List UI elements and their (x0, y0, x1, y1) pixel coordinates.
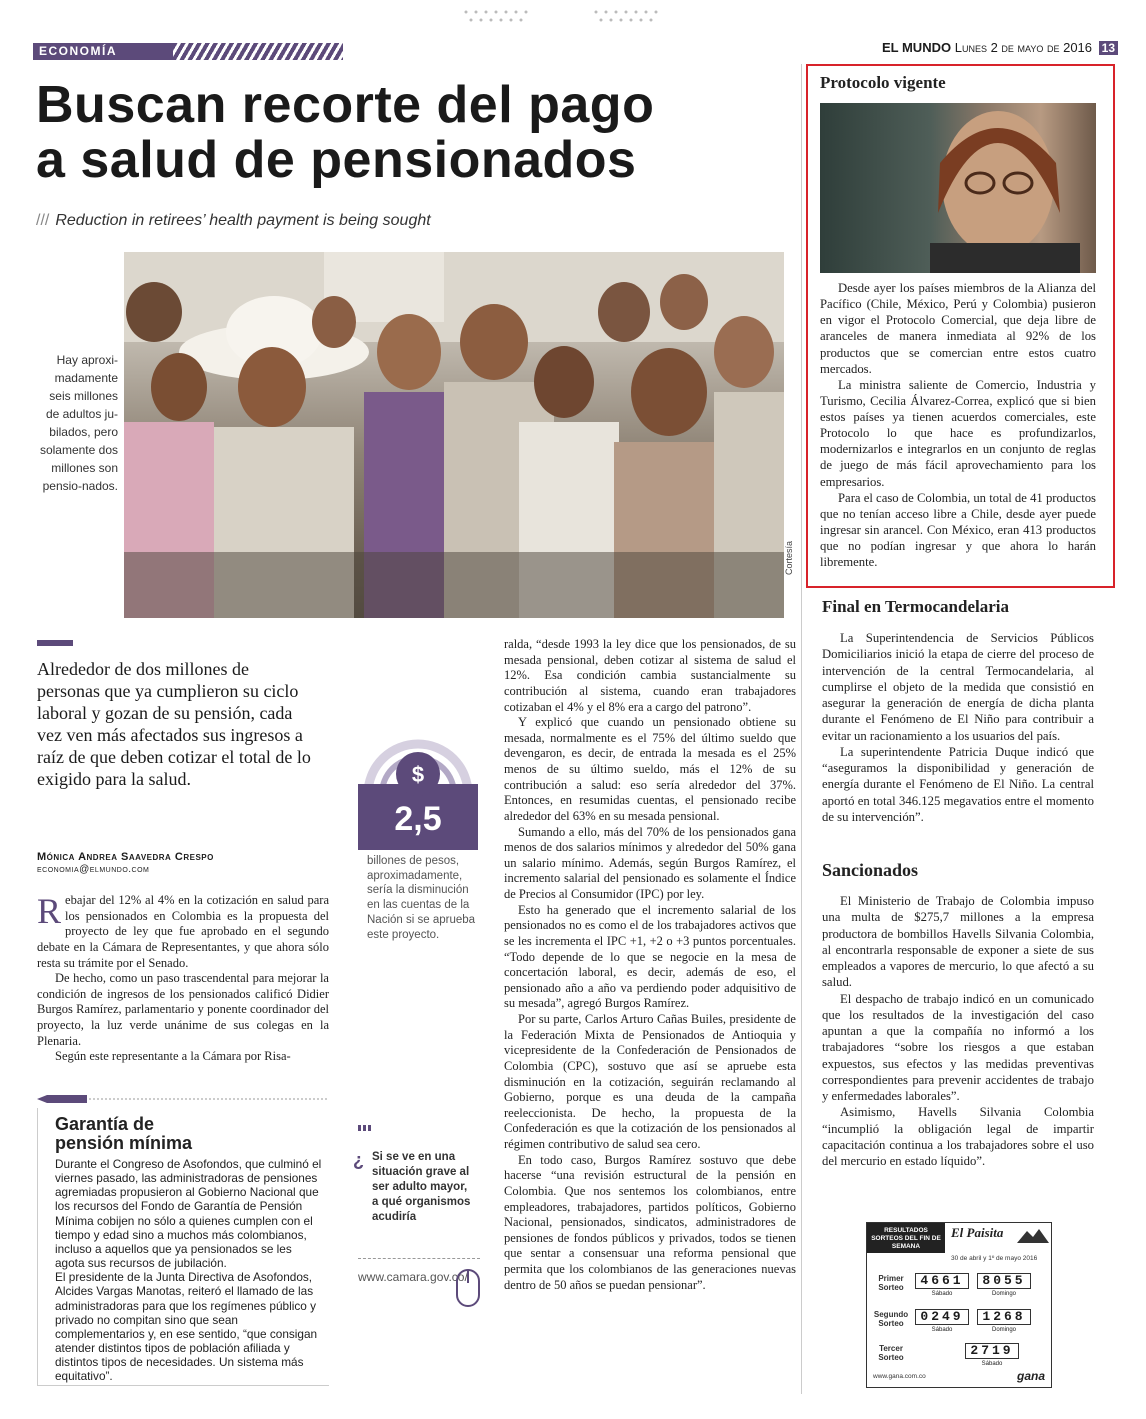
paragraph: Durante el Congreso de Asofondos, que culminó el viernes pasado, las administradoras de pensiones agremiadas propusieron al Gobierno Nacional que los recursos del Fondo de Garantía de Pensión Mínima cobijen no sólo a quienes cumplen con el tiempo y edad sino a muchos más colombianos, incluso a aquellos que ya pensionados se les agota sus recursos de jubilación. (55, 1157, 322, 1271)
pencil-divider (37, 1094, 329, 1104)
garantia-title: Garantía de pensión mínima (55, 1114, 193, 1153)
lead-paragraph: Alrededor de dos millones de personas que ya cumplieron su ciclo laboral y gozan de su pensión, cada vez ven más afectados sus ingresos a raíz de que deben cotizar el total de lo exigido para la salud. (37, 659, 311, 789)
photo-caption: Hay aproxi-madamente seis millones de adultos ju-bilados, pero solamente dos millones son pensio-nados. (39, 353, 118, 493)
paragraph: Por su parte, Carlos Arturo Cañas Builes, presidente de la Federación Mixta de Pensionados de Antioquia y vicepresidente de la Confederación de Pensionados de Colombia (CPC), sostuvo que así se apruebe esta disminución en la cotización, seguirán reclamando al Gobierno, porque es una deuda de la campaña reeleccionista. De hecho, la propuesta de la Confederación es que la cotización de los pensionados al régimen contributivo de salud sea cero. (504, 1012, 796, 1151)
draw-day: Domingo (991, 1291, 1016, 1297)
subhead-marks: /// (36, 212, 50, 229)
paragraph: Sumando a ello, más del 70% de los pensionados gana menos de dos salarios mínimos y alrededor del 50% gana un salario mínimo. Además, según Burgos Ramírez, el incremento salarial del pensionado es solamente el Índice de Precios al Consumidor (IPC) por ley. (504, 824, 796, 901)
termocandelaria-body (822, 630, 1094, 825)
lottery-header: RESULTADOS SORTEOS DEL FIN DE SEMANA (867, 1223, 945, 1253)
paragraph: Para el caso de Colombia, un total de 41 productos que no tenían acceso libre a Chile, desde ayer puede ingresar sin arancel. Con México, eran 413 productos que no podían ingresar y que ahora lo harán libremente. (820, 490, 1096, 570)
headline-line-1: Buscan recorte del pago (36, 76, 655, 134)
draw-row (871, 1307, 1049, 1337)
draw-day: Sábado (981, 1361, 1003, 1367)
paragraph: La ministra saliente de Comercio, Industria y Turismo, Cecilia Álvarez-Correa, explicó que si bien estos países ya tienen acuerdos comerciales, este Protocolo lo que hace es profundizarlos, modernizarlos e integrarlos en un conjunto de reglas de juego de más fácil aprovechamiento para los empresarios. (820, 377, 1096, 489)
info-box-bars (358, 1125, 372, 1131)
paragraph: Desde ayer los países miembros de la Alianza del Pacífico (Chile, México, Perú y Colombia) pusieron en vigor el Protocolo Comercial, que deja libre de aranceles de manera inmediata al 92% de los productos que se comercian entre estos cuatro mercados. (820, 281, 1096, 376)
lottery-brand: El Paisita (951, 1225, 1004, 1240)
headline-line-2: a salud de pensionados (36, 130, 637, 189)
garantia-body (55, 1157, 323, 1384)
draw-row (871, 1341, 1049, 1371)
draw-number: 1268 (977, 1309, 1031, 1325)
question-mark: ¿ (353, 1150, 364, 1170)
draw-number: 8055 (977, 1273, 1031, 1289)
money-bag-icon: $ (411, 762, 425, 787)
main-photo (124, 252, 784, 618)
draw-label: Segundo Sorteo (873, 1310, 909, 1328)
sancionados-body (822, 893, 1094, 1169)
paragraph: El despacho de trabajo indicó en un comunicado que los resultados de la investigación del caso apuntan a que la compañía no informó a los trabajadores “sobre los riesgos a que estaban expuestos, sus efectos y las medidas preventivas correspondientes para prevenir accidentes de trabajo y enfermedades laborales”. (822, 991, 1094, 1103)
draw-day: Domingo (991, 1327, 1016, 1333)
gana-logo: gana (1016, 1369, 1045, 1383)
subhead-text: Reduction in retirees’ health payment is being sought (55, 212, 431, 229)
column-1 (37, 893, 329, 1065)
stat-value: 2,5 (394, 800, 442, 838)
headline (36, 78, 796, 187)
paragraph: En todo caso, Burgos Ramírez sostuvo que debe hacerse “una revisión estructural de la pensión en Colombia. Que nos sentemos los colombianos, entre empleadores, trabajadores, partidos políticos, Gobierno Nacional, pensionados, sindicatos, administradores de pensiones de fondos públicos y privados, todos se tienen que sentar a consensuar una reforma pensional que permita que los colombianos de las generaciones nuevas dentro de 50 años se puedan pensionar”. (504, 1152, 796, 1292)
draw-label: Primer Sorteo (878, 1274, 904, 1292)
mouse-icon (455, 1268, 481, 1310)
paragraph: Esto ha generado que el incremento salarial de los pensionados no es como el de los trabajadores activos que se les incrementa el IPC +1, +2 o +3 puntos porcentuales. “Todo depende de lo que se negocie en la mesa de concertación laboral, es decir, además de eso, el pensionado año a año va perdiendo poder adquisitivo de su mesada”, agregó Burgos Ramírez. (504, 902, 796, 1011)
lottery-dates: 30 de abril y 1º de mayo 2016 (951, 1255, 1038, 1262)
column-3 (504, 637, 796, 1293)
draw-number: 0249 (915, 1309, 969, 1325)
column-rule (801, 64, 802, 1394)
paragraph: La Superintendencia de Servicios Públicos Domiciliarios inició la etapa de cierre del proceso de intervención de la central Termocandelaria, al cumplirse el objeto de la medida que consistió en asegurar la generación de energía de dicha planta durante el Fenómeno de El Niño para contribuir a evitar un racionamiento a los usuarios del país. (822, 631, 1094, 743)
photo-illustration (124, 252, 784, 618)
info-question: Si se ve en una situación grave al ser adulto mayor, a qué organismos acudiría (372, 1151, 471, 1223)
lottery-url[interactable]: www.gana.com.co (873, 1373, 926, 1380)
paragraph: Según este representante a la Cámara por Risa- (55, 1049, 291, 1064)
page-number: 13 (1099, 41, 1118, 55)
photo-credit: Cortesía (784, 540, 794, 575)
paragraph-text: ebajar del 12% al 4% en la cotización en salud para los pensionados en Colombia es la propuesta del proyecto de ley que fue aprobado en el segundo debate en la Cámara de Representantes, y que ahora sólo resta su trámite por el Senado. (37, 893, 329, 970)
draw-day: Sábado (931, 1327, 953, 1333)
lottery-ad (866, 1222, 1052, 1388)
paragraph: La superintendente Patricia Duque indicó que “aseguramos la disponibilidad y generación de energía durante el Fenómeno de El Niño. La central aportó en total 346.125 megavatios entre el momento de su intervención”. (822, 744, 1094, 824)
draw-row (871, 1271, 1049, 1301)
section-tag (33, 43, 343, 60)
protocolo-photo (820, 103, 1096, 273)
masthead (823, 40, 1118, 60)
issue-date: Lunes 2 de mayo de 2016 (954, 40, 1093, 55)
paragraph (37, 893, 329, 971)
paragraph: Y explicó que cuando un pensionado obtiene su mesada, normalmente es el 75% del último sueldo que devengaron, es decir, de entrada la mesada es el 25% menos de su último sueldo, más el 12% de su contribución a salud: eso sería alrededor del 37%. Entonces, en resumidas cuentas, el pensionado recibe alrededor del 63% en su mesada pensional. (504, 715, 796, 823)
minister-portrait (820, 103, 1096, 273)
newspaper-name: EL MUNDO (881, 40, 952, 55)
mountain-icon (1017, 1227, 1049, 1243)
subhead (36, 212, 736, 230)
paragraph: De hecho, como un paso trascendental para mejorar la condición de ingresos de los pensionados calificó Didier Burgos Ramírez, parlamentario y ponente coordinador del proyecto, la luz verde unánime de sus colegas en la Plenaria. (37, 971, 329, 1048)
protocolo-title: Protocolo vigente (820, 73, 946, 92)
draw-number: 2719 (965, 1343, 1019, 1359)
info-url[interactable]: www.camara.gov.co/ (358, 1270, 468, 1284)
sancionados-title: Sancionados (822, 860, 919, 880)
termocandelaria-title: Final en Termocandelaria (822, 597, 1009, 616)
protocolo-body (820, 280, 1096, 570)
lead-accent-bar (37, 640, 73, 646)
author-email: economia@elmundo.com (37, 864, 150, 875)
paragraph: El Ministerio de Trabajo de Colombia impuso una multa de $275,7 millones a la empresa productora de bombillos Havells Silvania Colombia, al encontrarla responsable de exponer a siete de sus empleados a vapores de mercurio, lo que afectó a su salud. (822, 894, 1094, 990)
paragraph: ralda, “desde 1993 la ley dice que los pensionados, de su mesada pensional, deben cotizar al sistema de salud el 12%. Esa condición cambia sustancialmente su contribución al sistema, cuando eran trabajadores cotizaban el 4% y el 8% era a cargo del patrono”. (504, 637, 796, 714)
paragraph: El presidente de la Junta Directiva de Asofondos, Alcides Vargas Manotas, reiteró el llamado de las administradoras para que los regímenes público y privado no compitan sino que sean complementarios y, en ese sentido, “que consigan atender distintos tipos de población afiliada y distintos tipos de necesidades. Un sistema más equitativo”. (55, 1270, 318, 1384)
paragraph: Asimismo, Havells Silvania Colombia “incumplió la obligación legal de impartir capacitación continua a los trabajadores sobre el uso del mercurio en estado líquido”. (822, 1105, 1094, 1168)
draw-number: 4661 (915, 1273, 969, 1289)
info-divider (358, 1258, 480, 1259)
section-label: ECONOMÍA (39, 44, 117, 58)
draw-day: Sábado (931, 1291, 953, 1297)
drop-cap: R (37, 891, 62, 931)
draw-label: Tercer Sorteo (878, 1344, 904, 1362)
decorative-dots (461, 6, 671, 28)
stat-label: billones de pesos, aproximadamente, sería la disminución en las cuentas de la Nación si se aprueba este proyecto. (367, 855, 476, 941)
byline: Mónica Andrea Saavedra Crespo (37, 851, 214, 863)
